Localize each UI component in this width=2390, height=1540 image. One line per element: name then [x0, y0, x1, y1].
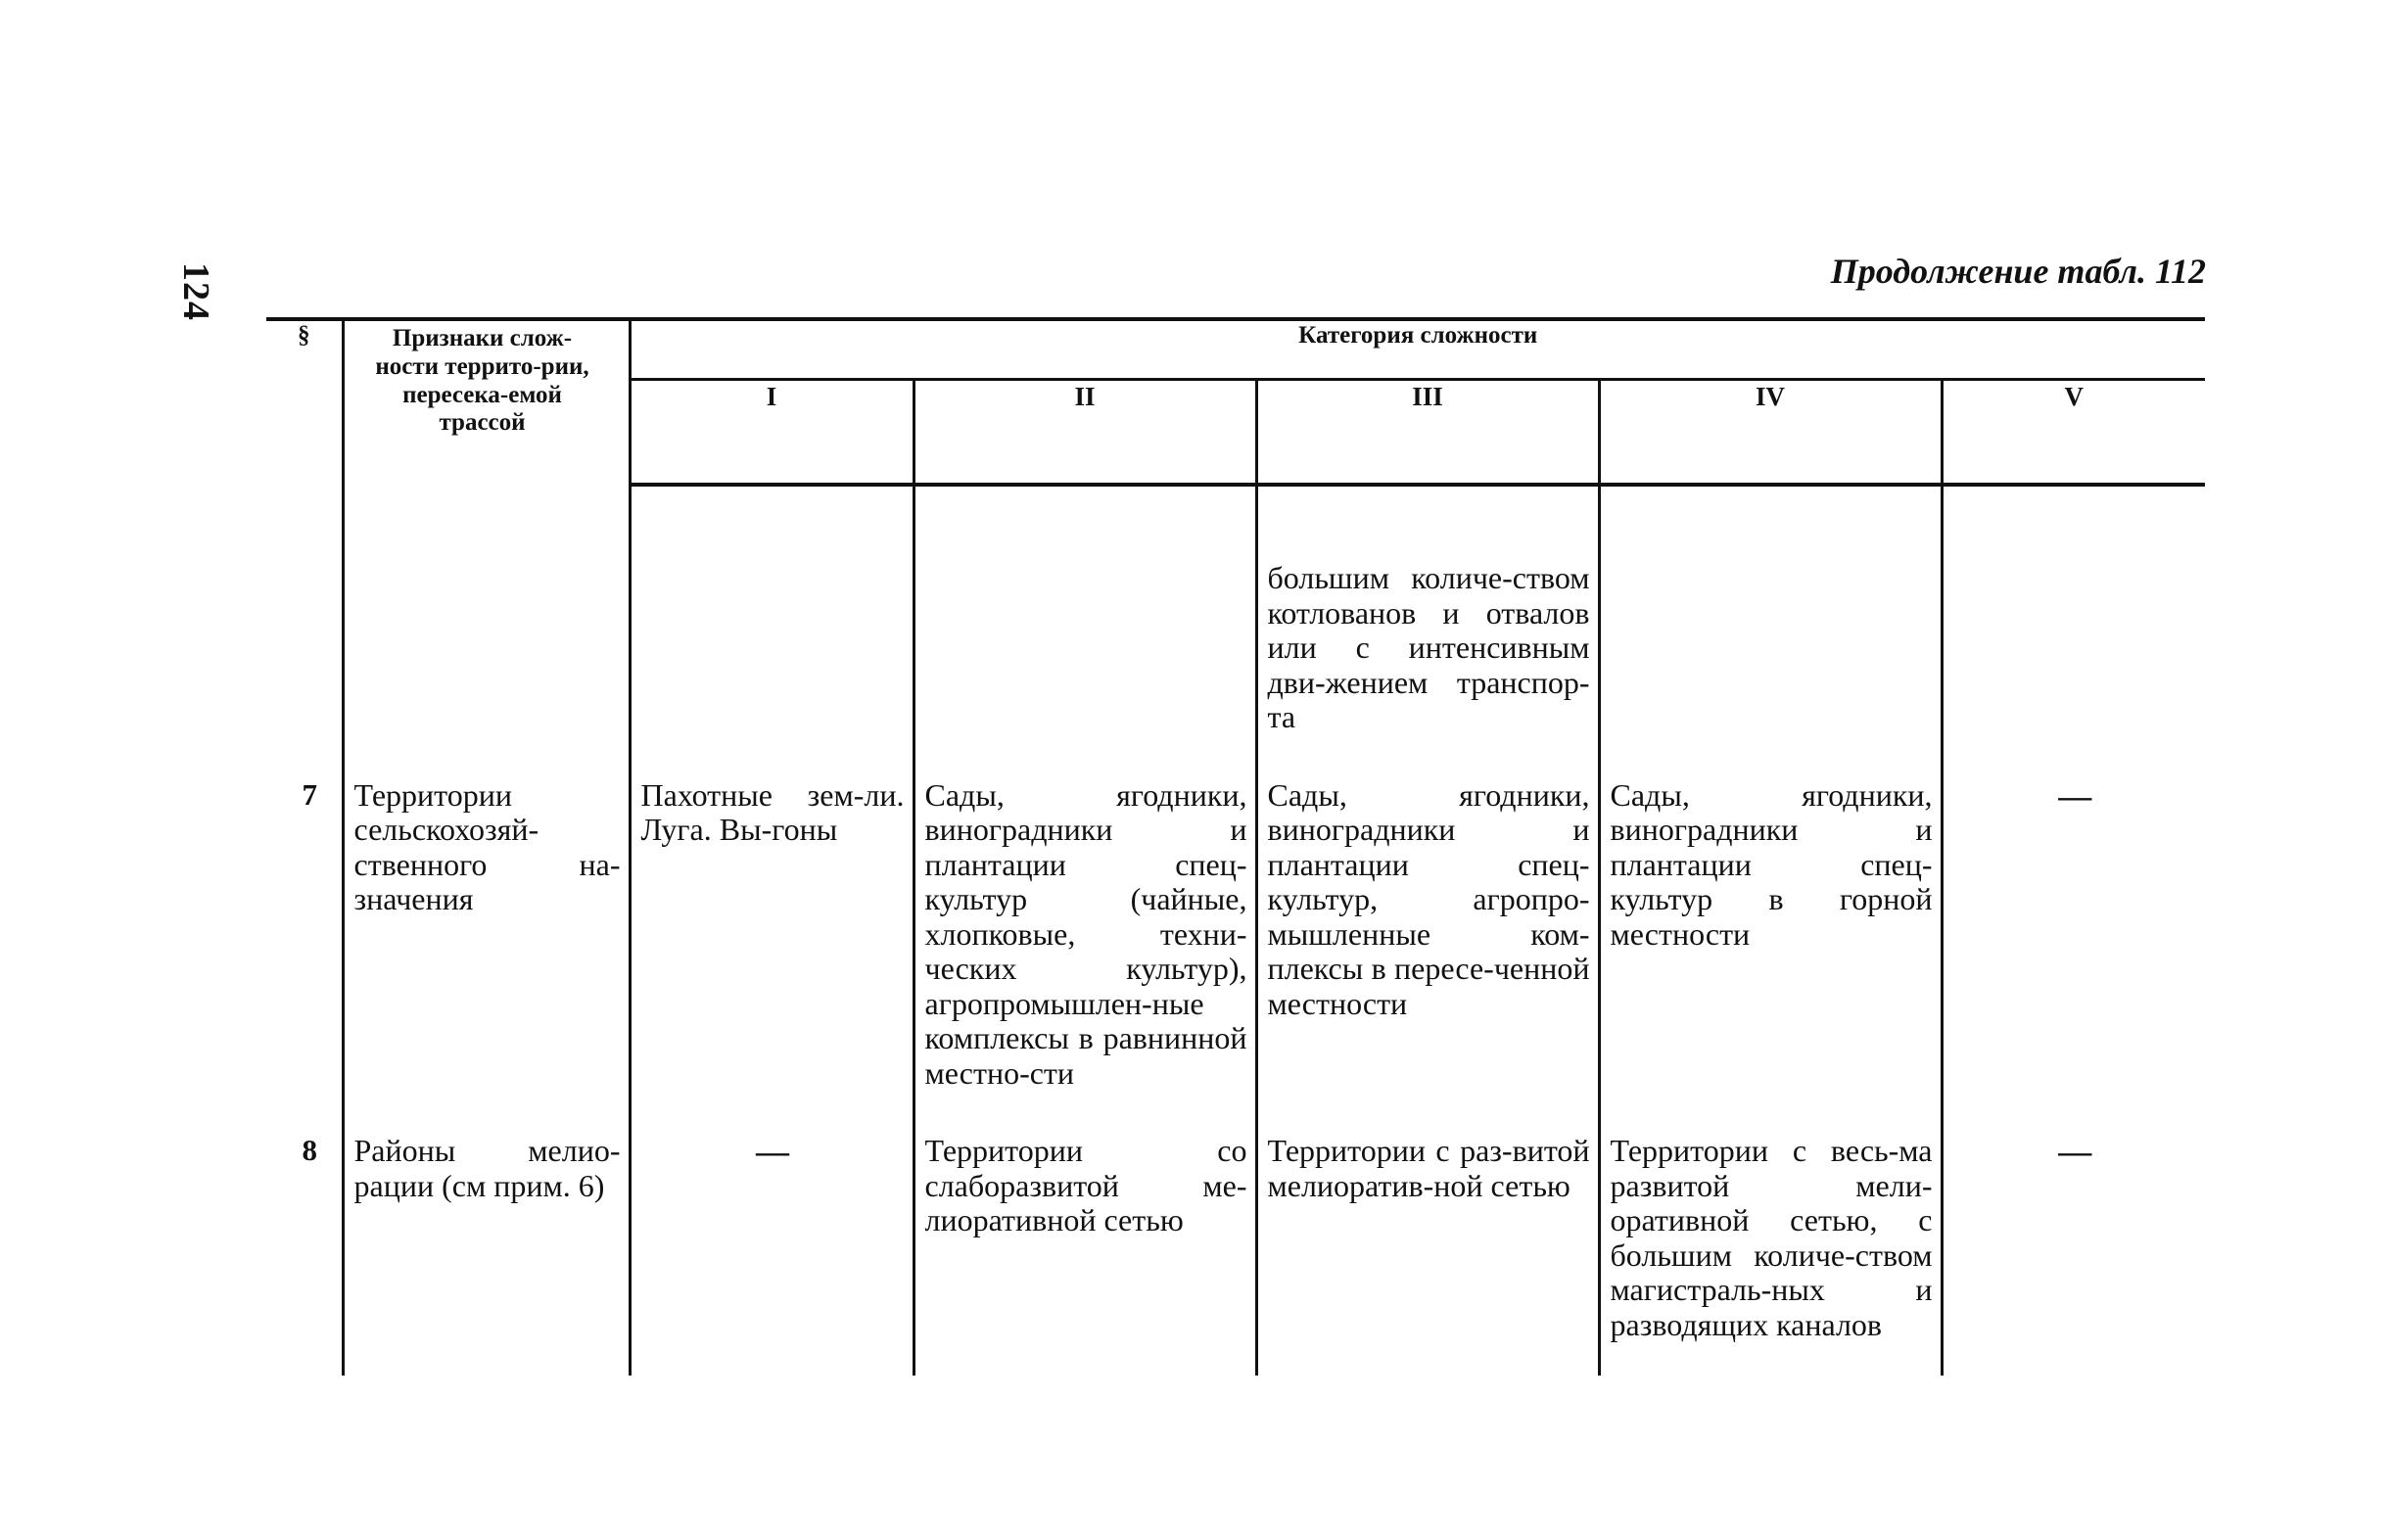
cell-category-2	[914, 551, 1256, 769]
cell-category-2: Сады, ягодники, виноградники и плантации спец-культур (чайные, хлопковые, техни-ческих культур), агропромышлен-ные комплексы в равнинной местно-сти	[914, 769, 1256, 1125]
header-category-3: III	[1256, 380, 1599, 486]
cell-category-1: Пахотные зем-ли. Луга. Вы-гоны	[630, 769, 914, 1125]
cell-category-4	[1599, 551, 1942, 769]
cell-category-4: Территории с весь-ма развитой мели-оративной сетью, с большим количе-ством магистраль-ных и разводящих каналов	[1599, 1124, 1942, 1376]
row-section: 8	[266, 1124, 343, 1376]
cell-category-3: большим количе-ством котлованов и отвалов или с интенсивным дви-жением транспор-та	[1256, 551, 1599, 769]
header-row-top	[266, 319, 2205, 380]
header-category-4: IV	[1599, 380, 1942, 486]
table-row	[266, 1124, 2205, 1376]
cell-category-5: —	[1942, 1124, 2205, 1376]
spacer-cell	[914, 485, 1256, 551]
spacer-cell	[1256, 485, 1599, 551]
header-category-5: V	[1942, 380, 2205, 486]
spacer-cell	[266, 485, 343, 551]
row-sign	[343, 551, 630, 769]
cell-category-5: —	[1942, 769, 2205, 1125]
row-section: 7	[266, 769, 343, 1125]
table-spacer	[266, 485, 2205, 551]
cell-category-4: Сады, ягодники, виноградники и плантации спец-культур в горной местности	[1599, 769, 1942, 1125]
header-category-1: I	[630, 380, 914, 486]
spacer-cell	[630, 485, 914, 551]
complexity-table	[266, 317, 2205, 1376]
spacer-cell	[343, 485, 630, 551]
cell-category-2: Территории со слаборазвитой ме-лиоративной сетью	[914, 1124, 1256, 1376]
header-sign: Признаки слож-ности террито-рии, пересека-емой трассой	[343, 319, 630, 485]
header-section: §	[266, 319, 343, 485]
cell-category-3: Территории с раз-витой мелиоратив-ной сетью	[1256, 1124, 1599, 1376]
spacer-cell	[1942, 485, 2205, 551]
row-section	[266, 551, 343, 769]
page-number: 124	[175, 262, 216, 321]
cell-category-5	[1942, 551, 2205, 769]
cell-category-1	[630, 551, 914, 769]
header-category-2: II	[914, 380, 1256, 486]
row-sign: Территории сельскохозяй-ственного на-значения	[343, 769, 630, 1125]
table-row	[266, 769, 2205, 1125]
cell-category-3: Сады, ягодники, виноградники и плантации спец-культур, агропро-мышленные ком-плексы в пересе-ченной местности	[1256, 769, 1599, 1125]
spacer-cell	[1599, 485, 1942, 551]
continuation-row	[266, 551, 2205, 769]
cell-category-1: —	[630, 1124, 914, 1376]
row-sign: Районы мелио-рации (см прим. 6)	[343, 1124, 630, 1376]
table-caption: Продолжение табл. 112	[1830, 252, 2206, 291]
header-category-group: Категория сложности	[630, 319, 2205, 380]
